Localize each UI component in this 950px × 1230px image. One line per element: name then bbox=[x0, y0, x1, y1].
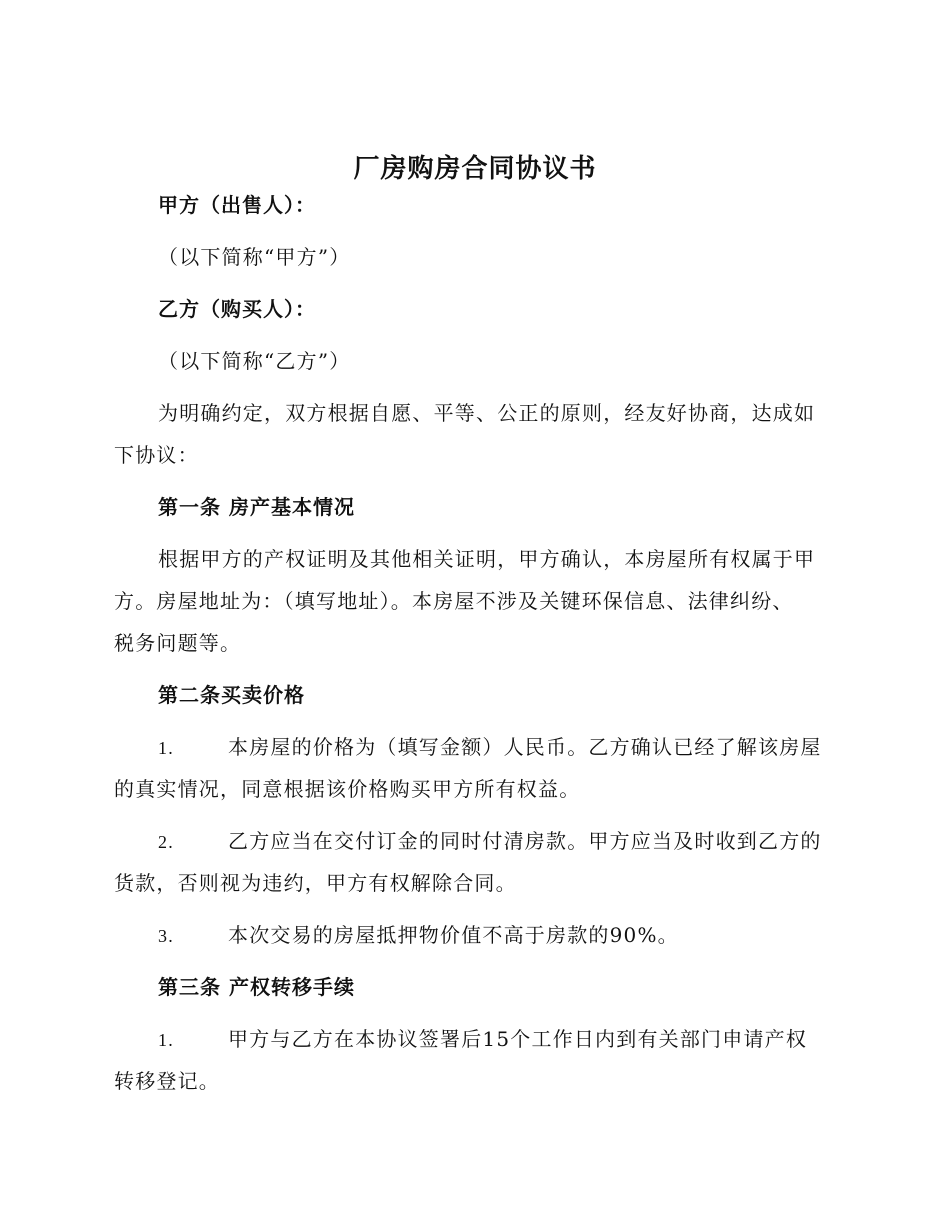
article-3-item-1-cont: 转移登记。 bbox=[114, 1069, 220, 1093]
item-number: 1. bbox=[158, 738, 174, 758]
article-1-heading: 第一条 房产基本情况 bbox=[158, 495, 355, 519]
item-text: 乙方应当在交付订金的同时付清房款。甲方应当及时收到乙方的 bbox=[228, 829, 822, 853]
item-number: 1. bbox=[158, 1030, 174, 1050]
item-number: 2. bbox=[158, 832, 174, 852]
article-1-line-1: 根据甲方的产权证明及其他相关证明，甲方确认，本房屋所有权属于甲 bbox=[158, 547, 816, 571]
item-number: 3. bbox=[158, 926, 174, 946]
party-b-note: （以下简称“乙方”） bbox=[158, 349, 351, 373]
article-2-item-1-cont: 的真实情况，同意根据该价格购买甲方所有权益。 bbox=[114, 777, 581, 801]
article-2-item-2 bbox=[158, 820, 878, 863]
article-1-line-3: 税务问题等。 bbox=[114, 631, 242, 655]
document-title: 厂房购房合同协议书 bbox=[353, 154, 597, 184]
article-2-item-1 bbox=[158, 726, 878, 769]
article-2-heading: 第二条买卖价格 bbox=[158, 683, 305, 707]
article-1-line-2: 方。房屋地址为：（填写地址）。本房屋不涉及关键环保信息、法律纠纷、 bbox=[114, 589, 794, 613]
party-a-note: （以下简称“甲方”） bbox=[158, 245, 351, 269]
party-a-heading: 甲方（出售人）： bbox=[158, 193, 316, 217]
party-b-heading: 乙方（购买人）： bbox=[158, 297, 316, 321]
article-2-item-2-cont: 货款，否则视为违约，甲方有权解除合同。 bbox=[114, 871, 517, 895]
item-text: 甲方与乙方在本协议签署后15个工作日内到有关部门申请产权 bbox=[228, 1027, 808, 1051]
article-2-item-3 bbox=[158, 914, 878, 957]
item-text: 本次交易的房屋抵押物价值不高于房款的90%。 bbox=[228, 923, 679, 947]
article-3-heading: 第三条 产权转移手续 bbox=[158, 975, 355, 999]
item-text: 本房屋的价格为（填写金额）人民币。乙方确认已经了解该房屋 bbox=[228, 735, 822, 759]
intro-line-1: 为明确约定，双方根据自愿、平等、公正的原则，经友好协商，达成如 bbox=[158, 401, 816, 425]
article-3-item-1 bbox=[158, 1018, 878, 1061]
intro-line-2: 下协议： bbox=[114, 443, 199, 467]
